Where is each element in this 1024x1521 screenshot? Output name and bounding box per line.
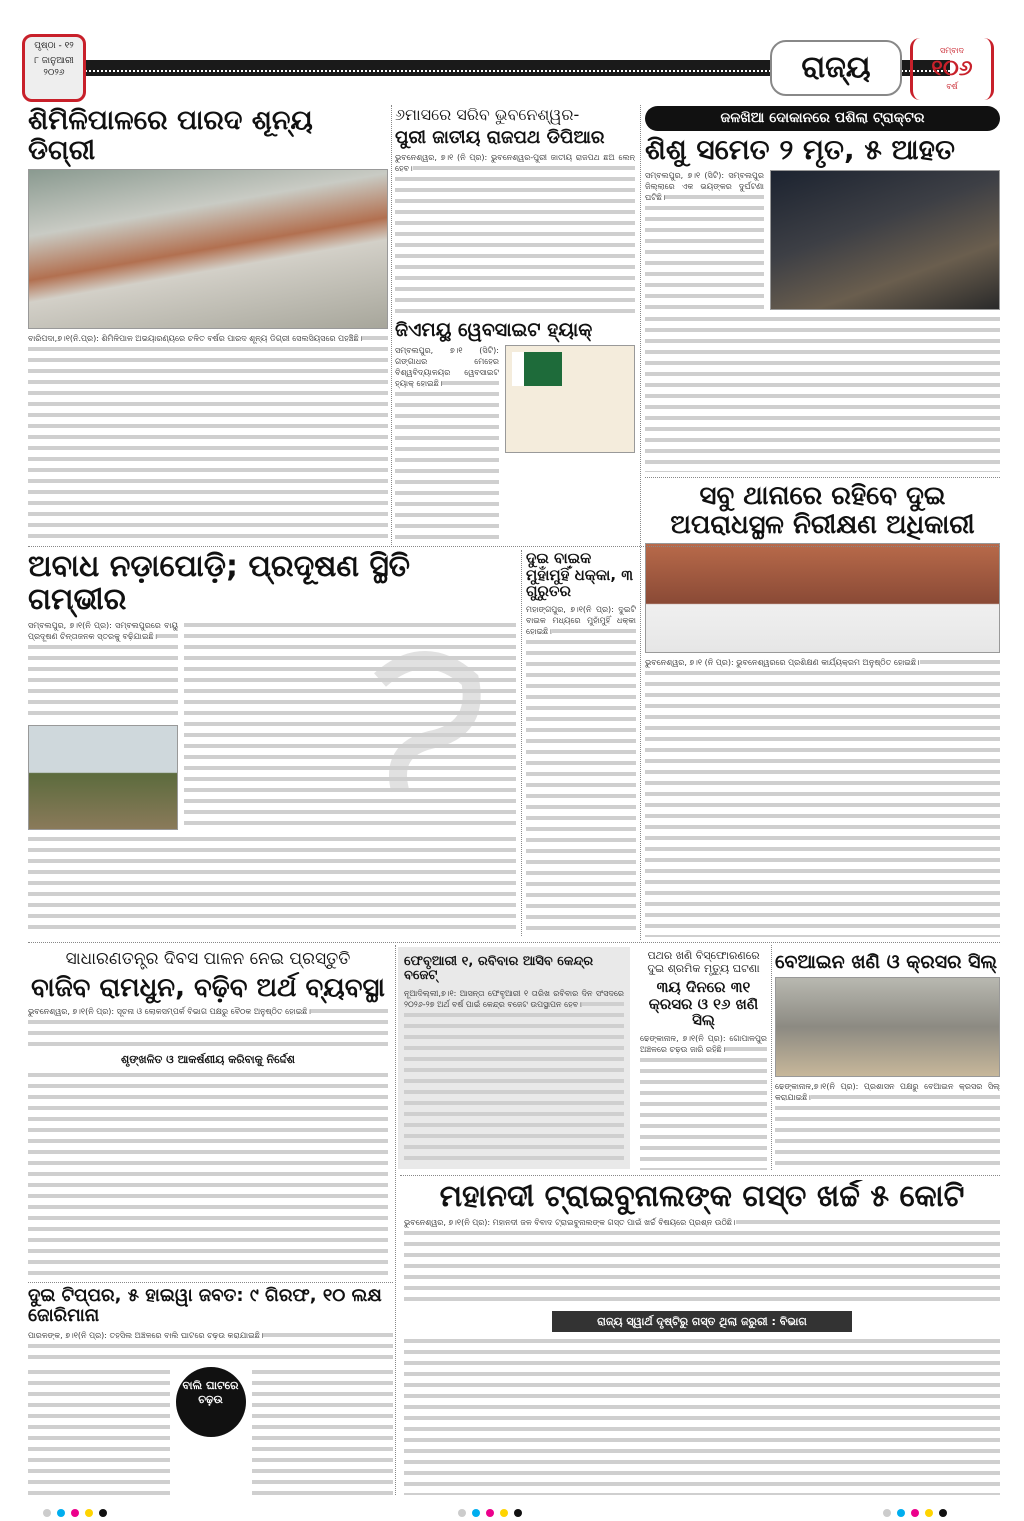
story-stubble <box>28 550 516 936</box>
column-divider <box>521 550 522 936</box>
story-bike-body: ମହାଙ୍ଗପୁର, ୭।୧(ନି ପ୍ର): ଦୁଇଟି ବାଇକ ମଧ୍ୟରେ ମୁହାଁମୁହିଁ ଧକ୍କା ହୋଇଛି। <box>526 604 636 937</box>
kicker-bbsr-puri: ୬ମାସରେ ସରିବ ଭୁବନେଶ୍ୱର- <box>395 106 580 124</box>
row-divider <box>645 477 1000 478</box>
headline-budget: ଫେବୃଆରୀ ୧, ରବିବାର ଆସିବ କେନ୍ଦ୍ର ବଜେଟ୍ <box>404 954 594 984</box>
story-sand-body-left <box>28 1367 170 1496</box>
row-divider <box>28 546 1000 547</box>
headline-stubble-burning: ଅବାଧ ନଡ଼ାପୋଡ଼ି; ପ୍ରଦୂଷଣ ସ୍ଥିତି ଗମ୍ଭୀର <box>28 550 411 617</box>
year: ୨୦୨୬ <box>43 68 65 78</box>
photo-officials-meeting <box>645 543 1000 653</box>
kicker-tractor: ଜଳଖିଆ ଦୋକାନରେ ପଶିଲା ଟ୍ରାକ୍ଟର <box>645 106 1000 131</box>
column-divider <box>395 945 396 1495</box>
column-divider <box>640 105 641 940</box>
story-simlipal-body: ବାରିପଦା,୭।୧(ନି.ପ୍ର): ଶିମିଳିପାଳ ଅଭୟାରଣ୍ୟରେ ଚଳିତ ବର୍ଷର ପାରଦ ଶୂନ୍ୟ ଡିଗ୍ରୀ ସେଲସିୟସରେ ପହଞ୍ଚିଛି। <box>28 333 388 542</box>
story-simlipal <box>28 106 388 542</box>
headline-bike-collision: ଦୁଇ ବାଇକ ମୁହାଁମୁହିଁ ଧକ୍କା, ୩ ଗୁରୁତର <box>526 550 634 600</box>
story-sand <box>28 1286 393 1496</box>
headline-quarry-seal: ୩ୟ ଦିନରେ ୩୧ କ୍ରସର ଓ ୧୬ ଖଣି ସିଲ୍ <box>648 978 759 1030</box>
headline-tractor-accident: ଶିଶୁ ସମେତ ୨ ମୃତ, ୫ ଆହତ <box>645 132 955 166</box>
pakistan-flag-image <box>512 352 562 386</box>
photo-frosted-road <box>28 169 388 329</box>
kicker-republic-day: ସାଧାରଣତନ୍ତ୍ର ଦିବସ ପାଳନ ନେଇ ପ୍ରସ୍ତୁତି <box>65 950 351 969</box>
story-gmu <box>395 320 635 542</box>
column-divider <box>391 105 392 545</box>
headline-bbsr-puri: ପୁରୀ ଜାତୀୟ ରାଜପଥ ଡିପିଆର <box>395 127 605 149</box>
story-sand-body: ପାରଳଙ୍କ, ୭।୧(ନି ପ୍ର): ତହସିଲ ଅଞ୍ଚଳରେ ବାଲି ଘାଟରେ ଚଢ଼ଉ କରାଯାଇଛି। <box>28 1330 393 1363</box>
column-divider <box>771 945 772 1170</box>
row-divider <box>400 1175 1000 1176</box>
story-gmu-body: ସମ୍ବଲପୁର, ୭।୧ (ସିଟି): ଗଙ୍ଗାଧର ମେହେର ବିଶ୍ୱବିଦ୍ୟାଳୟର ୱେବସାଇଟ ହ୍ୟାକ୍ ହୋଇଛି। <box>395 345 499 542</box>
story-quarry-body: ଢେଙ୍କାନାଳ, ୭।୧(ନି ପ୍ର): ଗୋପାଳପୁର ଅଞ୍ଚଳରେ ଚଢ଼ଉ ଜାରି ରହିଛି। <box>640 1033 767 1170</box>
headline-simlipal: ଶିମିଳିପାଳରେ ପାରଦ ଶୂନ୍ୟ ଡିଗ୍ରୀ <box>28 106 313 166</box>
page-date-badge <box>22 34 86 102</box>
photo-field-fire <box>28 725 178 830</box>
print-registration-marks <box>455 1502 525 1521</box>
photo-crusher-site <box>775 977 1000 1077</box>
story-bbsr-puri-body: ଭୁବନେଶ୍ୱର, ୭।୧ (ନି ପ୍ର): ଭୁବନେଶ୍ୱର-ପୁରୀ ଜାତୀୟ ରାଜପଥ ଛଅ ଲେନ୍ ହେବ। <box>395 152 635 316</box>
story-budget-body: ନୂଆଦିଲ୍ଲୀ,୭।୧: ଆସନ୍ତା ଫେବୃଆରୀ ୧ ତାରିଖ ରବିବାର ଦିନ ସଂସଦରେ ୨୦୨୬-୨୭ ଅର୍ଥ ବର୍ଷ ପାଇଁ କେନ୍ଦ୍ର ବଜେଟ ଉପସ୍ଥାପନ ହେବ। <box>404 988 624 1161</box>
story-mine-body: ଢେଙ୍କାନାଳ,୭।୧(ନି ପ୍ର): ପ୍ରଶାସନ ପକ୍ଷରୁ ବେଆଇନ କ୍ରସର ସିଲ୍ କରାଯାଇଛି। <box>775 1081 1000 1170</box>
headline-mahanadi-tribunal: ମହାନଦୀ ଟ୍ରାଇବୁନାଲଙ୍କ ଗସ୍ତ ଖର୍ଚ୍ଚ ୫ କୋଟି <box>439 1180 965 1214</box>
story-bbsr-puri <box>395 106 635 316</box>
story-republic <box>28 950 388 1278</box>
headline-republic-day: ବାଜିବ ରାମଧୁନ, ବଢ଼ିବ ଅର୍ଥ ବ୍ୟବସ୍ଥା <box>31 972 385 1003</box>
row-divider <box>28 1282 393 1283</box>
kicker-quarry-blast: ପଥର ଖଣି ବିସ୍ଫୋରଣରେ ଦୁଇ ଶ୍ରମିକ ମୃତ୍ୟୁ ଘଟଣା <box>647 950 760 975</box>
date: ୮ ଜାନୁଆରୀ <box>34 56 74 66</box>
story-crime-officer <box>645 482 1000 937</box>
story-quarry <box>640 950 767 1170</box>
headline-illegal-mine: ବେଆଇନ ଖଣି ଓ କ୍ରସର ସିଲ୍ <box>775 952 998 973</box>
story-tribunal-body-cont <box>404 1336 1000 1495</box>
badge-sand-raid: ବାଲି ଘାଟରେ ଚଢ଼ଉ <box>176 1367 246 1437</box>
story-republic-body: ଭୁବନେଶ୍ୱର, ୭।୧(ନି ପ୍ର): ସୂଚନା ଓ ଲୋକସମ୍ପର୍କ ବିଭାଗ ପକ୍ଷରୁ ବୈଠକ ଅନୁଷ୍ଠିତ ହୋଇଛି। <box>28 1006 388 1050</box>
story-republic-body-cont <box>28 1070 388 1278</box>
photo-accident-site <box>770 170 1000 310</box>
story-crime-officer-body: ଭୁବନେଶ୍ୱର, ୭।୧ (ନି ପ୍ର): ଭୁବନେଶ୍ୱରରେ ପ୍ରଶିକ୍ଷଣ କାର୍ଯ୍ୟକ୍ରମ ଅନୁଷ୍ଠିତ ହୋଇଛି। <box>645 657 1000 937</box>
headline-gmu-hack: ଜିଏମୟୁ ୱେବସାଇଟ ହ୍ୟାକ୍ <box>395 320 593 341</box>
story-stubble-body-col2 <box>184 620 516 830</box>
row-divider <box>28 942 1000 943</box>
headline-sand-raid: ଦୁଇ ଟିପ୍ପର, ୫ ହାଇୱା ଜବତ: ୯ ଗିରଫ, ୧୦ ଲକ୍ଷ ଜୋରିମାନା <box>28 1286 382 1326</box>
story-tractor <box>645 106 1000 472</box>
story-stubble-body: ସମ୍ବଲପୁର, ୭।୧(ନି ପ୍ର): ସମ୍ବଲପୁରରେ ବାୟୁ ପ୍ରଦୂଷଣ ଚିନ୍ତାଜନକ ସ୍ତରକୁ ବଢ଼ିଯାଇଛି। <box>28 620 178 721</box>
story-sand-body-right <box>252 1367 394 1496</box>
print-registration-marks <box>880 1502 950 1521</box>
story-tractor-body: ସମ୍ବଲପୁର, ୭।୧ (ସିଟି): ସମ୍ବଲପୁର ଜିଲ୍ଲାରେ ଏକ ଭୟଙ୍କର ଦୁର୍ଘଟଣା ଘଟିଛି। <box>645 170 764 310</box>
story-tractor-body-cont <box>645 314 1000 472</box>
story-stubble-body-cont <box>28 834 516 936</box>
photo-hacked-website <box>505 345 635 453</box>
newspaper-logo: ସମ୍ବାଦ ୧୦୬ ବର୍ଷ <box>910 38 994 100</box>
story-tribunal <box>404 1180 1000 1495</box>
story-illegal-mine <box>775 952 1000 1170</box>
page-number: ପୃଷ୍ଠା - ୧୨ <box>34 41 74 51</box>
section-title: ରାଜ୍ୟ <box>770 40 902 96</box>
subhead-tribunal: ରାଜ୍ୟ ସ୍ୱାର୍ଥ ଦୃଷ୍ଟିରୁ ଗସ୍ତ ଥିଲା ଜରୁରୀ : ବିଭାଗ <box>552 1311 852 1332</box>
headline-crime-officer: ସବୁ ଥାନାରେ ରହିବେ ଦୁଇ ଅପରାଧସ୍ଥଳ ନିରୀକ୍ଷଣ ଅଧିକାରୀ <box>670 482 975 540</box>
story-tribunal-body: ଭୁବନେଶ୍ୱର, ୭।୧(ନି ପ୍ର): ମହାନଦୀ ଜଳ ବିବାଦ ଟ୍ରାଇବୁନାଲଙ୍କ ଗସ୍ତ ପାଇଁ ଖର୍ଚ୍ଚ ବିଷୟରେ ପ୍ରଶ୍ନ ଉଠିଛି। <box>404 1217 1000 1307</box>
budget-box <box>398 947 630 1169</box>
story-bike <box>526 550 636 936</box>
print-registration-marks <box>40 1502 110 1521</box>
subhead-republic: ଶୃଙ୍ଖଳିତ ଓ ଆକର୍ଷଣୀୟ କରିବାକୁ ନିର୍ଦ୍ଦେଶ <box>121 1053 295 1067</box>
